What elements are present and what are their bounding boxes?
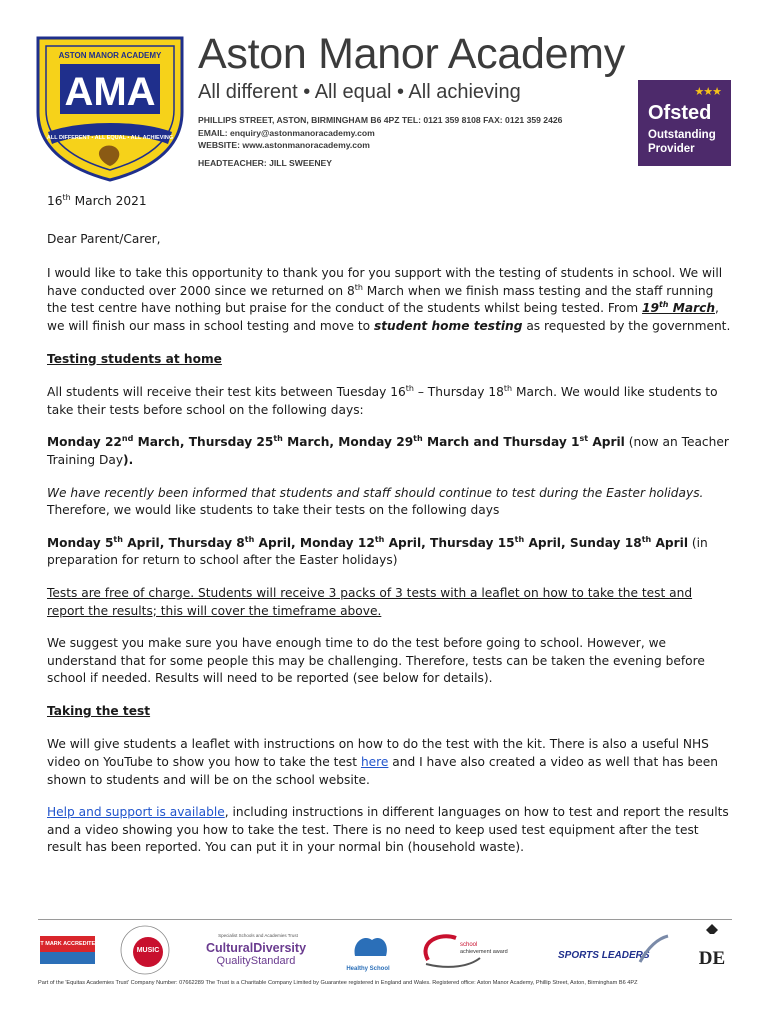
school-address: PHILLIPS STREET, ASTON, BIRMINGHAM B6 4PZ TEL: 0121 359 8108 FAX: 0121 359 2426	[198, 115, 563, 125]
duke-of-edinburgh-logo	[699, 924, 725, 969]
paragraph-timing: We suggest you make sure you have enough time to do the test before going to school. However, we understand that for some people this may be challenging. Therefore, tests can be taken the evening before school if needed. Results will need to be reported (see below for details).	[47, 636, 705, 686]
svg-text:achievement award: achievement award	[460, 949, 508, 955]
heading-testing-at-home: Testing students at home	[47, 351, 222, 366]
greeting: Dear Parent/Carer,	[47, 231, 161, 246]
svg-text:ICT MARK ACCREDITED: ICT MARK ACCREDITED	[34, 941, 100, 947]
ofsted-name: Ofsted	[648, 102, 712, 124]
school-name: Aston Manor Academy	[198, 30, 625, 78]
testing-days-march: Monday 22nd March, Thursday 25th March, Monday 29th March and Thursday 1st April (now an Teacher Training Day).	[47, 434, 729, 467]
headteacher: HEADTEACHER: JILL SWEENEY	[198, 158, 333, 168]
svg-text:school: school	[460, 942, 478, 948]
school-email: EMAIL: enquiry@astonmanoracademy.com	[198, 128, 375, 138]
paragraph-thanks: I would like to take this opportunity to thank you for you support with the testing of students in school. We will have conducted over 2000 since we returned on 8th March when we finish mass testing and the staff running the test centre have nothing but praise for the conduct of the students whilst being tested. From 19th March, we will finish our mass in school testing and move to student home testing as requested by the government.	[47, 266, 731, 333]
school-crest-logo	[30, 32, 190, 182]
testing-days-april: Monday 5th April, Thursday 8th April, Monday 12th April, Thursday 15th April, Sunday 18th April (in preparation for return to school after the Easter holidays)	[47, 534, 708, 568]
accreditation-logos	[0, 920, 770, 980]
help-support-link[interactable]: Help and support is available	[47, 805, 225, 820]
paragraph-easter: We have recently been informed that students and staff should continue to test during the Easter holidays. Therefore, we would like students to take their tests on the following days	[47, 485, 704, 518]
nhs-video-link[interactable]: here	[360, 755, 389, 770]
school-website: WEBSITE: www.astonmanoracademy.com	[198, 140, 370, 150]
letter-date: 16th March 2021	[47, 192, 147, 208]
sports-leaders-logo	[558, 936, 668, 962]
crest-banner: ALL DIFFERENT • ALL EQUAL • ALL ACHIEVING	[46, 135, 174, 141]
svg-text:SPORTS LEADERS: SPORTS LEADERS	[558, 950, 650, 961]
ofsted-stars-icon: ★★★	[694, 86, 721, 98]
cultural-diversity-logo	[206, 933, 306, 967]
date-emphasis: 19th March	[641, 300, 715, 316]
paragraph-test-kits: All students will receive their test kits between Tuesday 16th – Thursday 18th March. We would like students to take their tests before school on the following days:	[47, 384, 718, 417]
school-motto: All different • All equal • All achieving	[198, 81, 521, 103]
svg-text:DE: DE	[698, 948, 726, 969]
music-mark-logo	[121, 926, 169, 974]
ofsted-rating: Outstanding Provider	[648, 129, 716, 155]
letter-body	[47, 193, 732, 872]
letterhead	[0, 0, 770, 185]
school-achievement-award-logo	[425, 936, 507, 967]
healthy-school-logo	[346, 938, 390, 972]
ict-mark-logo	[35, 936, 99, 964]
paragraph-instructions: We will give students a leaflet with instructions on how to do the test with the kit. There is also a useful NHS video on YouTube to show you how to take the test here and I have also created a video as well that has been shown to students and will be on the school website.	[47, 737, 718, 787]
heading-taking-the-test: Taking the test	[47, 703, 151, 718]
footer-company-note: Part of the 'Equitas Academies Trust' Company Number: 07662289 The Trust is a Charitable Company Limited by Guarantee registered in England and Wales. Registered office: Aston Manor Academy, Phillip Street, Aston, Birmingham B6 4PZ	[38, 980, 638, 986]
crest-top-text: ASTON MANOR ACADEMY	[58, 51, 162, 60]
svg-text:MUSIC: MUSIC	[136, 947, 160, 954]
svg-text:QualityStandard: QualityStandard	[216, 955, 296, 967]
svg-text:Specialist Schools and Academi: Specialist Schools and Academies Trust	[218, 933, 298, 938]
ofsted-badge	[638, 80, 731, 166]
svg-text:CulturalDiversity: CulturalDiversity	[205, 941, 307, 955]
svg-text:Healthy School: Healthy School	[346, 966, 390, 972]
paragraph-help: Help and support is available, including instructions in different languages on how to test and report the results and a video showing you how to take the test. There is no need to keep used test equipment after the test result has been reported. You can put it in your normal bin (household waste).	[47, 805, 729, 855]
paragraph-free-of-charge: Tests are free of charge. Students will receive 3 packs of 3 tests with a leaflet on how to take the test and report the results; this will cover the timeframe above.	[47, 585, 693, 618]
crest-initials: AMA	[64, 70, 156, 114]
